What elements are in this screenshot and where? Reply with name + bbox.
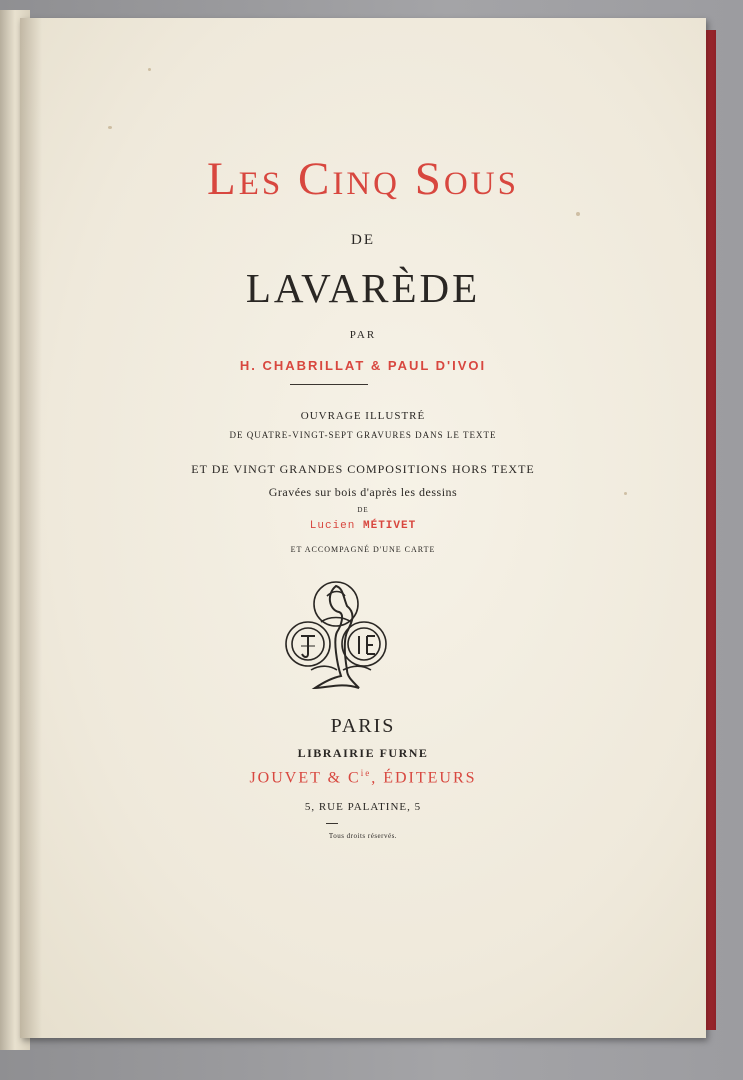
authors: H. CHABRILLAT & PAUL D'IVOI [239, 358, 487, 373]
short-divider-rule [326, 823, 338, 824]
foxing-spot [576, 212, 580, 216]
publisher-editors-name: JOUVET & C [249, 769, 361, 787]
publisher-city: PARIS [330, 715, 396, 737]
publisher-house: LIBRAIRIE FURNE [297, 746, 429, 760]
description-line-7: ET ACCOMPAGNÉ D'UNE CARTE [290, 545, 436, 554]
publisher-address: 5, RUE PALATINE, 5 [304, 801, 422, 813]
rights-notice: Tous droits réservés. [328, 832, 398, 840]
monogram-JE-trefoil-icon [281, 566, 391, 690]
title-connector: DE [351, 232, 375, 248]
description-line-1: OUVRAGE ILLUSTRÉ [300, 410, 426, 422]
description-line-5: DE [357, 506, 369, 514]
publisher-editors-superscript: ie [360, 768, 372, 778]
publisher-editors-role: , ÉDITEURS [371, 769, 477, 787]
foxing-spot [108, 126, 112, 129]
foxing-spot [148, 68, 151, 71]
title-page [20, 18, 706, 1038]
illustrator-first-name: Lucien [309, 520, 356, 532]
publisher-editors [20, 768, 706, 787]
divider-rule [290, 384, 368, 385]
illustrator-last-name: MÉTIVET [363, 520, 417, 532]
byline-par: PAR [349, 329, 377, 341]
title-line-2: LAVARÈDE [245, 265, 481, 311]
description-line-2: DE QUATRE-VINGT-SEPT GRAVURES DANS LE TEXTE [229, 430, 497, 440]
illustrator-name [20, 520, 706, 532]
title-line-1: Les Cinq Sous [207, 153, 519, 205]
description-line-3: ET DE VINGT GRANDES COMPOSITIONS HORS TEXTE [191, 462, 535, 476]
description-line-4: Gravées sur bois d'après les dessins [268, 485, 458, 499]
